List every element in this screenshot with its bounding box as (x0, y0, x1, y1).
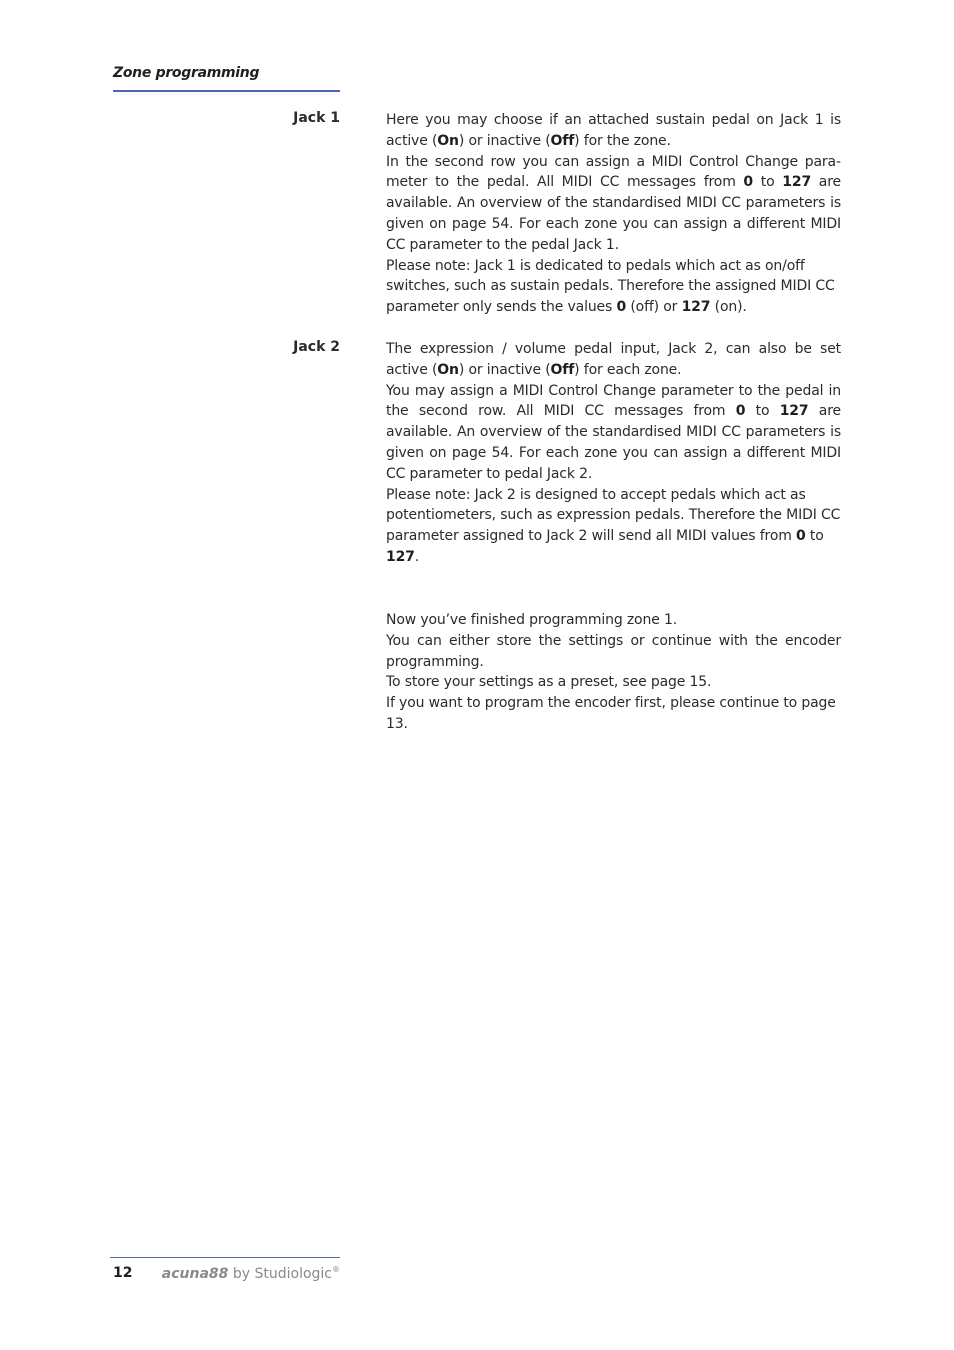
product-name: acuna88 (161, 1266, 229, 1282)
value-0: 0 (735, 403, 746, 420)
value-127: 127 (782, 174, 812, 191)
jack1-body (386, 110, 841, 318)
registered-mark: ® (332, 1265, 340, 1274)
text-run: to (805, 528, 824, 545)
value-on: On (437, 361, 459, 378)
value-127: 127 (681, 299, 711, 316)
text-run: In the second row you can assign a MIDI Control Change parameter to the pedal. All MIDI CC messages from (386, 153, 841, 191)
header-divider (113, 90, 340, 92)
text-run: ) or inactive ( (458, 132, 551, 149)
jack1-paragraph-2 (386, 152, 841, 256)
value-127: 127 (386, 548, 415, 565)
value-off: Off (550, 132, 575, 149)
text-run: are available. An overview of the standardised MIDI CC parameters is given on page 54. For each zone you can assign a different MIDI CC parameter to pedal Jack 2. (386, 403, 841, 482)
text-run: are available. An overview of the standardised MIDI CC parameters is given on page 54. For each zone you can assign a different MIDI CC parameter to the pedal Jack 1. (386, 174, 841, 253)
value-127: 127 (779, 403, 809, 420)
text-run: to (745, 403, 780, 420)
footer-brand (162, 1265, 340, 1282)
closing-body (386, 610, 841, 735)
value-off: Off (550, 361, 575, 378)
value-0: 0 (743, 174, 754, 191)
jack2-paragraph-3 (386, 485, 841, 568)
brand-by: by Studiologic (228, 1266, 332, 1282)
text-run: (off) or (626, 299, 682, 316)
closing-line-3: To store your settings as a preset, see page 15. (386, 674, 712, 691)
text-run: Please note: Jack 2 is designed to accept pedals which act as potentiometers, such as expression pedals. Therefore the MIDI CC parameter assigned to Jack 2 will send all MIDI values from (386, 486, 841, 545)
text-run: ) for the zone. (574, 132, 671, 149)
text-run: to (753, 174, 783, 191)
jack1-paragraph-1 (386, 110, 841, 152)
text-run: Here you may choose if an attached sustain pedal on Jack 1 is active ( (386, 112, 841, 149)
text-run: ) or inactive ( (458, 361, 551, 378)
closing-line-2: You can either store the settings or continue with the encoder programming. (386, 632, 841, 670)
text-run: The expression / volume pedal input, Jack 2, can also be set active ( (386, 341, 841, 378)
value-on: On (437, 132, 459, 149)
jack1-paragraph-3 (386, 256, 841, 318)
page-section-title: Zone programming (113, 65, 260, 81)
value-0: 0 (796, 528, 806, 545)
closing-line-4: If you want to program the encoder first, please continue to page 13. (386, 695, 836, 732)
text-run: ) for each zone. (574, 361, 682, 378)
jack2-label: Jack 2 (293, 339, 340, 355)
value-0: 0 (616, 299, 627, 316)
jack1-label: Jack 1 (293, 110, 340, 126)
jack2-paragraph-2 (386, 381, 841, 485)
jack2-body (386, 339, 841, 568)
footer-divider (110, 1257, 340, 1258)
text-run: You may assign a MIDI Control Change parameter to the pedal in the second row. All MIDI CC messages from (386, 382, 841, 420)
text-run: . (414, 548, 420, 565)
closing-line-1: Now you’ve finished programming zone 1. (386, 612, 678, 628)
page-number: 12 (113, 1265, 133, 1281)
text-run: Please note: Jack 1 is dedicated to pedals which act as on/off switches, such as sustain pedals. Therefore the assigned MIDI CC parameter only sends the values (386, 257, 835, 316)
jack2-paragraph-1 (386, 339, 841, 381)
text-run: (on). (710, 299, 747, 316)
